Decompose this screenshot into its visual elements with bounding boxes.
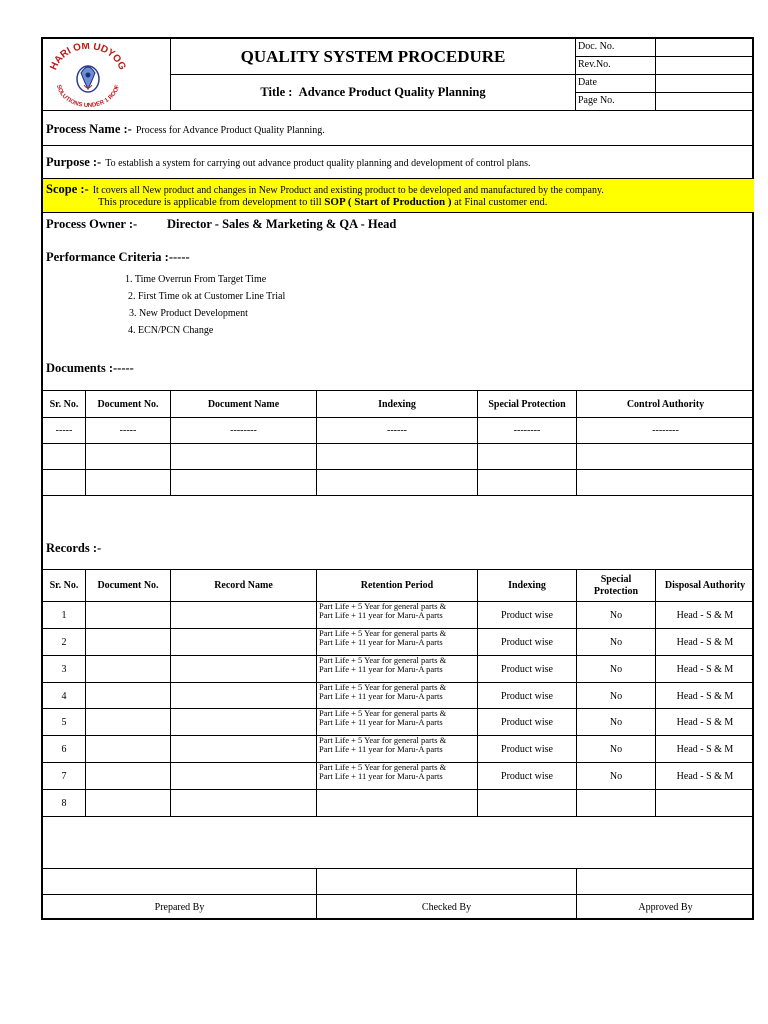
scope-line2-post: at Final customer end.: [454, 197, 548, 208]
process-name-label: Process Name :-: [46, 122, 132, 136]
header-divider-meta: [575, 39, 576, 111]
documents-header-indexing: Indexing: [378, 398, 416, 410]
checked-by-label: Checked By: [421, 902, 472, 913]
document-subtitle: [171, 75, 575, 110]
records-label: Records :-: [46, 541, 102, 555]
records-row-authority: Head - S & M: [676, 716, 734, 728]
section-divider: [43, 212, 754, 213]
records-row-protection: No: [609, 663, 623, 675]
scope-line2: [98, 196, 547, 208]
scope-sop-text: SOP ( Start of Production ): [324, 196, 452, 208]
header-bottom-line: [43, 110, 754, 111]
records-row-retention: [317, 683, 477, 709]
documents-header-docno: Document No.: [97, 398, 159, 410]
records-row-indexing: Product wise: [501, 609, 553, 621]
records-row-indexing: Product wise: [501, 716, 553, 728]
documents-cell: --------: [513, 425, 541, 436]
documents-cell: -----: [55, 425, 73, 436]
records-row-authority: Head - S & M: [676, 609, 734, 621]
records-header-recordname: Record Name: [214, 580, 273, 591]
signature-line: [43, 868, 754, 869]
records-header-protection: Special Protection: [593, 573, 639, 597]
scope-line1: It covers all New product and changes in New Product and existing product to be developed and manufactured by the company.: [92, 185, 604, 196]
records-row-sr: 8: [61, 797, 67, 809]
records-row-indexing: Product wise: [501, 663, 553, 675]
performance-criteria-label: Performance Criteria :-----: [46, 250, 190, 264]
retention-line2: Part Life + 11 year for Maru-A parts: [319, 771, 443, 781]
records-row-protection: No: [609, 716, 623, 728]
procedure-sheet: [41, 37, 754, 920]
records-row-protection: No: [609, 770, 623, 782]
purpose-text: To establish a system for carrying out advance product quality planning and development of control plans.: [105, 158, 531, 169]
documents-table-line: [43, 469, 754, 470]
date-label: Date: [578, 77, 597, 88]
records-header-indexing: Indexing: [508, 580, 546, 591]
records-row-authority: Head - S & M: [676, 663, 734, 675]
records-header-retention: Retention Period: [360, 580, 434, 591]
documents-cell: -----: [119, 425, 137, 436]
records-row-sr: 5: [61, 716, 67, 728]
records-row-sr: 4: [61, 690, 67, 702]
purpose-label: Purpose :-: [46, 155, 102, 169]
prepared-by-label: Prepared By: [154, 902, 205, 913]
records-row-retention: [317, 629, 477, 655]
scope-line2-pre: This procedure is applicable from development to till: [98, 197, 322, 208]
documents-header-srno: Sr. No.: [49, 398, 79, 410]
subtitle-label: Title :: [260, 85, 293, 99]
retention-line2: Part Life + 11 year for Maru-A parts: [319, 691, 443, 701]
records-row-indexing: Product wise: [501, 636, 553, 648]
documents-header-protection: Special Protection: [488, 398, 566, 410]
records-row-sr: 7: [61, 770, 67, 782]
documents-cell: --------: [230, 425, 257, 436]
documents-table-line: [43, 495, 754, 496]
documents-label: Documents :-----: [46, 361, 134, 375]
process-owner-text: Director - Sales & Marketing & QA - Head: [167, 217, 397, 231]
subtitle-text: Advance Product Quality Planning: [298, 85, 486, 99]
page-no-label: Page No.: [578, 95, 615, 106]
records-row-sr: 3: [61, 663, 67, 675]
meta-divider: [575, 92, 754, 93]
retention-line2: Part Life + 11 year for Maru-A parts: [319, 610, 443, 620]
records-row-protection: No: [609, 636, 623, 648]
records-row-authority: Head - S & M: [676, 636, 734, 648]
scope-label: Scope :-: [46, 182, 89, 196]
records-row-sr: 2: [61, 636, 67, 648]
records-row-retention: [317, 602, 477, 628]
process-name-text: Process for Advance Product Quality Planning.: [135, 125, 325, 136]
section-divider: [43, 178, 754, 179]
records-row-retention: [317, 736, 477, 762]
retention-line2: Part Life + 11 year for Maru-A parts: [319, 664, 443, 674]
records-row-authority: Head - S & M: [676, 743, 734, 755]
svg-text:SOLUTIONS UNDER 1 ROOF: SOLUTIONS UNDER 1 ROOF: [55, 84, 121, 107]
documents-table-line: [43, 443, 754, 444]
company-logo: [47, 43, 129, 107]
records-header-srno: Sr. No.: [49, 580, 79, 591]
records-header-disposal: Disposal Authority: [664, 580, 746, 591]
rev-no-label: Rev.No.: [578, 59, 611, 70]
meta-divider: [575, 56, 754, 57]
documents-cell: --------: [652, 425, 679, 436]
records-row-authority: Head - S & M: [676, 770, 734, 782]
retention-line1: Part Life + 5 Year for general parts &: [319, 655, 447, 665]
retention-line1: Part Life + 5 Year for general parts &: [319, 735, 447, 745]
records-row-protection: No: [609, 609, 623, 621]
records-row-sr: 1: [61, 609, 67, 621]
process-name-row: [46, 120, 325, 138]
records-table-col: [170, 569, 171, 816]
documents-header-docname: Document Name: [207, 398, 280, 410]
page-title: QUALITY SYSTEM PROCEDURE: [240, 46, 506, 66]
records-header-docno: Document No.: [97, 580, 159, 591]
records-row-indexing: Product wise: [501, 743, 553, 755]
approved-by-label: Approved By: [638, 902, 693, 913]
criteria-item: 1. Time Overrun From Target Time: [125, 274, 267, 285]
records-table-line: [43, 816, 754, 817]
documents-header-authority: Control Authority: [626, 398, 705, 410]
records-row-indexing: Product wise: [501, 690, 553, 702]
retention-line1: Part Life + 5 Year for general parts &: [319, 682, 447, 692]
purpose-row: [46, 153, 531, 171]
records-table-col: [85, 569, 86, 816]
retention-line1: Part Life + 5 Year for general parts &: [319, 601, 447, 611]
retention-line2: Part Life + 11 year for Maru-A parts: [319, 717, 443, 727]
records-row-protection: No: [609, 743, 623, 755]
criteria-item: 2. First Time ok at Customer Line Trial: [128, 291, 286, 302]
retention-line1: Part Life + 5 Year for general parts &: [319, 762, 447, 772]
retention-line2: Part Life + 11 year for Maru-A parts: [319, 637, 443, 647]
documents-cell: ------: [387, 425, 407, 436]
retention-line1: Part Life + 5 Year for general parts &: [319, 708, 447, 718]
retention-line2: Part Life + 11 year for Maru-A parts: [319, 744, 443, 754]
section-divider: [43, 145, 754, 146]
process-owner-label: Process Owner :-: [46, 217, 138, 231]
svg-text:HARI OM UDYOG: HARI OM UDYOG: [48, 43, 128, 72]
records-row-retention: [317, 709, 477, 735]
records-row-retention: [317, 656, 477, 682]
criteria-item: 4. ECN/PCN Change: [128, 325, 214, 336]
header-divider-meta-value: [655, 39, 656, 111]
records-table-line: [43, 789, 754, 790]
records-row-indexing: Product wise: [501, 770, 553, 782]
records-row-protection: No: [609, 690, 623, 702]
retention-line1: Part Life + 5 Year for general parts &: [319, 628, 447, 638]
criteria-item: 3. New Product Development: [129, 308, 248, 319]
doc-no-label: Doc. No.: [578, 41, 615, 52]
records-row-sr: 6: [61, 743, 67, 755]
meta-divider: [575, 74, 754, 75]
records-row-retention: [317, 763, 477, 789]
records-row-authority: Head - S & M: [676, 690, 734, 702]
